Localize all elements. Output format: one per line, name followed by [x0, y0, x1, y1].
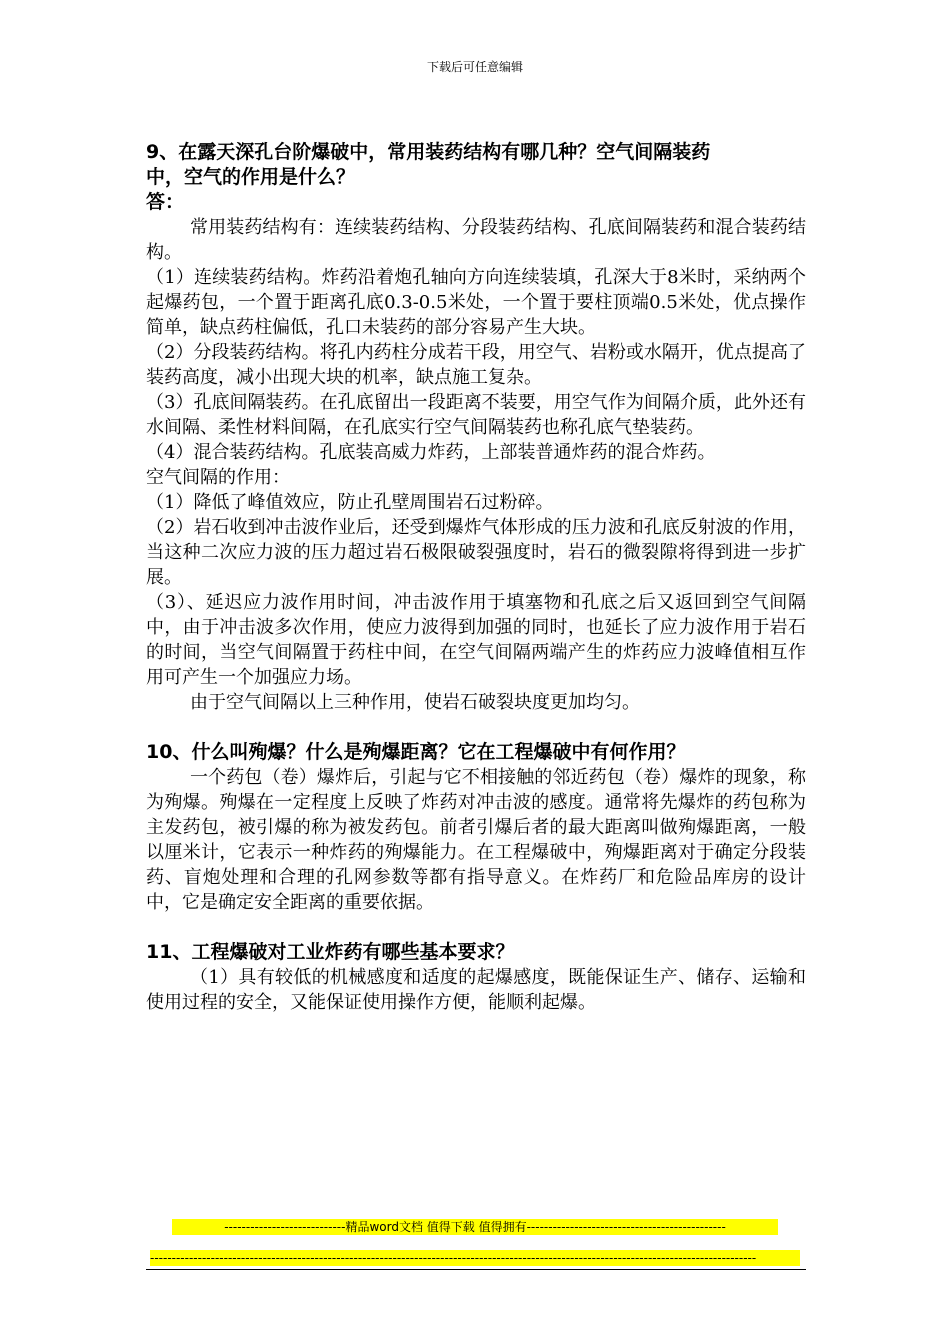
- q9-paragraph: （2）分段装药结构。将孔内药柱分成若干段，用空气、岩粉或水隔开，优点提高了装药高度，减小出现大块的机率，缺点施工复杂。: [146, 342, 806, 388]
- answer-label: 答：: [146, 191, 185, 213]
- question-10-title: 10、什么叫殉爆？什么是殉爆距离？它在工程爆破中有何作用？: [146, 741, 686, 763]
- footer-rule: [146, 1269, 806, 1270]
- page-header: 下载后可任意编辑: [426, 60, 523, 74]
- q9-paragraph: （3）孔底间隔装药。在孔底留出一段距离不装要，用空气作为间隔介质，此外还有水间隔、柔性材料间隔，在孔底实行空气间隔装药也称孔底气垫装药。: [146, 392, 806, 438]
- q10-paragraph: 一个药包（卷）爆炸后，引起与它不相接触的邻近药包（卷）爆炸的现象，称为殉爆。殉爆在一定程度上反映了炸药对冲击波的感度。通常将先爆炸的药包称为主发药包，被引爆的称为被发药包。前者引爆后者的最大距离叫做殉爆距离，一般以厘米计，它表示一种炸药的殉爆能力。在工程爆破中，殉爆距离对于确定分段装药、盲炮处理和合理的孔网参数等都有指导意义。在炸药厂和危险品库房的设计中，它是确定安全距离的重要依据。: [146, 767, 806, 913]
- q9-paragraph: （3）、延迟应力波作用时间，冲击波作用于填塞物和孔底之后又返回到空气间隔中，由于冲击波多次作用，使应力波得到加强的同时，也延长了应力波作用于岩石的时间，当空气间隔置于药柱中间，在空气间隔两端产生的炸药应力波峰值相互作用可产生一个加强应力场。: [146, 592, 806, 688]
- footer-dashes: --------------------------------------------------------------------------------------------------------------------------------------------: [150, 1250, 800, 1266]
- document-body: [146, 140, 806, 1015]
- footer-banner: ----------------------------精品word文档 值得下载 值得拥有----------------------------------------------: [172, 1219, 778, 1235]
- q9-paragraph: 由于空气间隔以上三种作用，使岩石破裂块度更加均匀。: [190, 692, 640, 713]
- section-gap: [146, 915, 806, 940]
- q9-paragraph: （2）岩石收到冲击波作业后，还受到爆炸气体形成的压力波和孔底反射波的作用，当这种二次应力波的压力超过岩石极限破裂强度时，岩石的微裂隙将得到进一步扩展。: [146, 517, 806, 588]
- question-9-title-line2: 中，空气的作用是什么？: [146, 166, 356, 188]
- q9-paragraph: （4）混合装药结构。孔底装高威力炸药，上部装普通炸药的混合炸药。: [146, 442, 716, 463]
- question-11-title: 11、工程爆破对工业炸药有哪些基本要求？: [146, 941, 515, 963]
- q9-paragraph: 常用装药结构有：连续装药结构、分段装药结构、孔底间隔装药和混合装药结构。: [146, 217, 806, 263]
- section-gap: [146, 715, 806, 740]
- q9-paragraph: （1）降低了峰值效应，防止孔壁周围岩石过粉碎。: [146, 492, 554, 513]
- q9-paragraph: 空气间隔的作用：: [146, 467, 290, 488]
- q11-paragraph: （1）具有较低的机械感度和适度的起爆感度，既能保证生产、储存、运输和使用过程的安全，又能保证使用操作方便，能顺利起爆。: [146, 967, 806, 1013]
- question-9-title-line1: 9、在露天深孔台阶爆破中，常用装药结构有哪几种？空气间隔装药: [146, 141, 711, 163]
- q9-paragraph: （1）连续装药结构。炸药沿着炮孔轴向方向连续装填，孔深大于8米时，采纳两个起爆药包，一个置于距离孔底0.3-0.5米处，一个置于要柱顶端0.5米处，优点操作简单，缺点药柱偏低，孔口未装药的部分容易产生大块。: [146, 267, 806, 338]
